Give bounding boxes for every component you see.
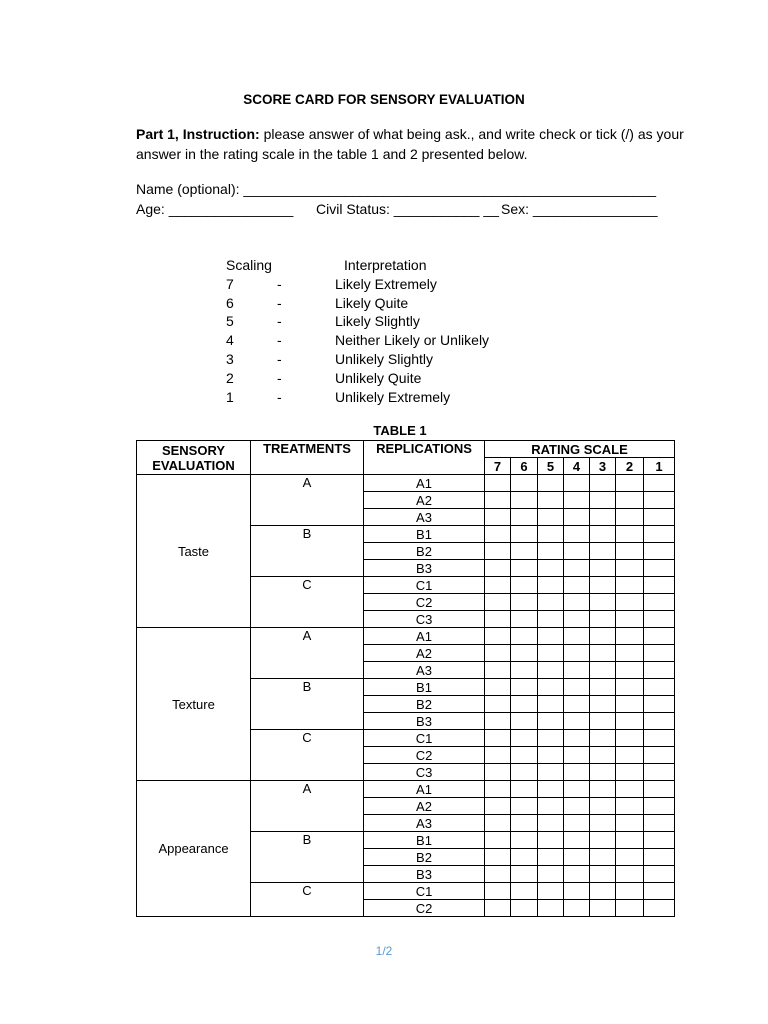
rating-checkbox-cell[interactable] — [511, 730, 538, 747]
replication-cell: B3 — [364, 713, 485, 730]
rating-checkbox-cell[interactable] — [644, 815, 675, 832]
rating-value-header: 4 — [564, 458, 590, 475]
rating-checkbox-cell[interactable] — [590, 849, 616, 866]
replication-cell: A1 — [364, 628, 485, 645]
rating-checkbox-cell[interactable] — [485, 781, 511, 798]
rating-checkbox-cell[interactable] — [564, 866, 590, 883]
rating-checkbox-cell[interactable] — [590, 798, 616, 815]
treatment-cell: B — [251, 832, 364, 883]
replication-cell: C1 — [364, 883, 485, 900]
rating-checkbox-cell[interactable] — [485, 849, 511, 866]
rating-checkbox-cell[interactable] — [590, 492, 616, 509]
scaling-value: 2 — [226, 369, 234, 386]
replication-cell: B2 — [364, 543, 485, 560]
rating-checkbox-cell[interactable] — [511, 696, 538, 713]
rating-checkbox-cell[interactable] — [564, 798, 590, 815]
instruction-label: Part 1, Instruction: — [136, 126, 260, 142]
rating-checkbox-cell[interactable] — [511, 492, 538, 509]
rating-checkbox-cell[interactable] — [511, 815, 538, 832]
rating-checkbox-cell[interactable] — [590, 526, 616, 543]
rating-checkbox-cell[interactable] — [485, 866, 511, 883]
rating-checkbox-cell[interactable] — [511, 832, 538, 849]
scaling-row — [226, 275, 526, 294]
rating-checkbox-cell[interactable] — [485, 713, 511, 730]
replication-cell: B3 — [364, 560, 485, 577]
rating-checkbox-cell[interactable] — [485, 594, 511, 611]
rating-checkbox-cell[interactable] — [485, 628, 511, 645]
rating-checkbox-cell[interactable] — [616, 815, 644, 832]
scaling-legend — [226, 256, 526, 406]
rating-checkbox-cell[interactable] — [616, 764, 644, 781]
rating-checkbox-cell[interactable] — [644, 492, 675, 509]
rating-checkbox-cell[interactable] — [590, 781, 616, 798]
rating-checkbox-cell[interactable] — [644, 900, 675, 917]
rating-checkbox-cell[interactable] — [616, 730, 644, 747]
rating-checkbox-cell[interactable] — [564, 900, 590, 917]
rating-checkbox-cell[interactable] — [616, 560, 644, 577]
treatment-cell: B — [251, 526, 364, 577]
rating-checkbox-cell[interactable] — [644, 526, 675, 543]
table-row — [137, 628, 675, 645]
rating-checkbox-cell[interactable] — [616, 679, 644, 696]
rating-checkbox-cell[interactable] — [644, 560, 675, 577]
rating-checkbox-cell[interactable] — [538, 611, 564, 628]
rating-checkbox-cell[interactable] — [511, 866, 538, 883]
scaling-row — [226, 350, 526, 369]
rating-checkbox-cell[interactable] — [616, 645, 644, 662]
rating-checkbox-cell[interactable] — [511, 713, 538, 730]
replication-cell: B1 — [364, 832, 485, 849]
header-sensory-evaluation: SENSORY EVALUATION — [137, 441, 251, 475]
rating-checkbox-cell[interactable] — [511, 849, 538, 866]
rating-checkbox-cell[interactable] — [644, 543, 675, 560]
rating-checkbox-cell[interactable] — [616, 849, 644, 866]
rating-checkbox-cell[interactable] — [538, 662, 564, 679]
rating-checkbox-cell[interactable] — [485, 492, 511, 509]
rating-checkbox-cell[interactable] — [590, 560, 616, 577]
treatment-cell: A — [251, 475, 364, 526]
replication-cell: A2 — [364, 492, 485, 509]
rating-checkbox-cell[interactable] — [616, 747, 644, 764]
scaling-dash: - — [277, 313, 282, 330]
rating-checkbox-cell[interactable] — [485, 662, 511, 679]
scaling-row — [226, 388, 526, 407]
rating-checkbox-cell[interactable] — [564, 543, 590, 560]
rating-checkbox-cell[interactable] — [590, 747, 616, 764]
replication-cell: B3 — [364, 866, 485, 883]
rating-checkbox-cell[interactable] — [590, 645, 616, 662]
rating-checkbox-cell[interactable] — [616, 628, 644, 645]
treatment-cell: B — [251, 679, 364, 730]
rating-checkbox-cell[interactable] — [564, 679, 590, 696]
rating-value-header: 2 — [616, 458, 644, 475]
rating-checkbox-cell[interactable] — [590, 662, 616, 679]
rating-value-header: 1 — [644, 458, 675, 475]
scaling-dash: - — [277, 388, 282, 405]
rating-checkbox-cell[interactable] — [616, 832, 644, 849]
scaling-value: 3 — [226, 350, 234, 367]
rating-checkbox-cell[interactable] — [511, 900, 538, 917]
rating-checkbox-cell[interactable] — [538, 900, 564, 917]
scaling-interpretation: Unlikely Slightly — [335, 350, 434, 367]
rating-checkbox-cell[interactable] — [564, 475, 590, 492]
rating-checkbox-cell[interactable] — [485, 679, 511, 696]
sensory-category: Taste — [137, 475, 251, 628]
rating-checkbox-cell[interactable] — [616, 662, 644, 679]
header-replications: REPLICATIONS — [364, 441, 485, 475]
rating-checkbox-cell[interactable] — [590, 696, 616, 713]
scaling-dash: - — [277, 294, 282, 311]
rating-checkbox-cell[interactable] — [485, 543, 511, 560]
scaling-interpretation: Likely Slightly — [335, 313, 420, 330]
rating-checkbox-cell[interactable] — [511, 781, 538, 798]
rating-checkbox-cell[interactable] — [644, 866, 675, 883]
rating-checkbox-cell[interactable] — [616, 594, 644, 611]
rating-checkbox-cell[interactable] — [644, 475, 675, 492]
rating-checkbox-cell[interactable] — [564, 645, 590, 662]
rating-checkbox-cell[interactable] — [616, 526, 644, 543]
rating-checkbox-cell[interactable] — [644, 849, 675, 866]
rating-checkbox-cell[interactable] — [538, 696, 564, 713]
header-rating-scale: RATING SCALE — [485, 441, 675, 458]
rating-checkbox-cell[interactable] — [485, 611, 511, 628]
rating-checkbox-cell[interactable] — [590, 730, 616, 747]
rating-checkbox-cell[interactable] — [538, 883, 564, 900]
scaling-value: 6 — [226, 294, 234, 311]
rating-checkbox-cell[interactable] — [511, 645, 538, 662]
scaling-interpretation: Likely Quite — [335, 294, 409, 311]
sensory-category: Texture — [137, 628, 251, 781]
rating-checkbox-cell[interactable] — [590, 611, 616, 628]
rating-checkbox-cell[interactable] — [511, 764, 538, 781]
rating-checkbox-cell[interactable] — [538, 475, 564, 492]
rating-checkbox-cell[interactable] — [485, 526, 511, 543]
rating-checkbox-cell[interactable] — [538, 798, 564, 815]
rating-checkbox-cell[interactable] — [564, 526, 590, 543]
name-field[interactable]: Name (optional): _____________________________________________________ — [136, 181, 657, 197]
rating-checkbox-cell[interactable] — [590, 832, 616, 849]
rating-checkbox-cell[interactable] — [590, 815, 616, 832]
rating-checkbox-cell[interactable] — [616, 866, 644, 883]
rating-checkbox-cell[interactable] — [538, 645, 564, 662]
rating-checkbox-cell[interactable] — [538, 815, 564, 832]
rating-checkbox-cell[interactable] — [564, 611, 590, 628]
replication-cell: A1 — [364, 781, 485, 798]
rating-checkbox-cell[interactable] — [538, 679, 564, 696]
age-field[interactable]: Age: ________________ — [136, 201, 294, 217]
rating-checkbox-cell[interactable] — [564, 594, 590, 611]
rating-table — [136, 440, 675, 917]
replication-cell: C2 — [364, 900, 485, 917]
scaling-dash: - — [277, 275, 282, 292]
scaling-dash: - — [277, 369, 282, 386]
rating-checkbox-cell[interactable] — [538, 628, 564, 645]
rating-checkbox-cell[interactable] — [590, 866, 616, 883]
rating-checkbox-cell[interactable] — [485, 815, 511, 832]
rating-checkbox-cell[interactable] — [538, 560, 564, 577]
rating-checkbox-cell[interactable] — [485, 730, 511, 747]
rating-checkbox-cell[interactable] — [616, 781, 644, 798]
replication-cell: A2 — [364, 645, 485, 662]
rating-checkbox-cell[interactable] — [590, 764, 616, 781]
rating-checkbox-cell[interactable] — [644, 509, 675, 526]
replication-cell: C3 — [364, 764, 485, 781]
scaling-value: 5 — [226, 313, 234, 330]
treatment-cell: C — [251, 883, 364, 917]
replication-cell: C2 — [364, 747, 485, 764]
rating-checkbox-cell[interactable] — [511, 475, 538, 492]
rating-value-header: 6 — [511, 458, 538, 475]
rating-checkbox-cell[interactable] — [511, 543, 538, 560]
rating-checkbox-cell[interactable] — [485, 560, 511, 577]
rating-checkbox-cell[interactable] — [538, 543, 564, 560]
rating-checkbox-cell[interactable] — [590, 628, 616, 645]
replication-cell: A1 — [364, 475, 485, 492]
rating-checkbox-cell[interactable] — [485, 764, 511, 781]
rating-checkbox-cell[interactable] — [511, 798, 538, 815]
rating-checkbox-cell[interactable] — [616, 475, 644, 492]
rating-checkbox-cell[interactable] — [564, 509, 590, 526]
replication-cell: C2 — [364, 594, 485, 611]
rating-checkbox-cell[interactable] — [616, 713, 644, 730]
rating-checkbox-cell[interactable] — [485, 509, 511, 526]
rating-checkbox-cell[interactable] — [590, 713, 616, 730]
rating-checkbox-cell[interactable] — [511, 509, 538, 526]
rating-checkbox-cell[interactable] — [485, 577, 511, 594]
replication-cell: A3 — [364, 509, 485, 526]
rating-checkbox-cell[interactable] — [564, 696, 590, 713]
rating-checkbox-cell[interactable] — [538, 866, 564, 883]
rating-checkbox-cell[interactable] — [644, 594, 675, 611]
scaling-interpretation: Neither Likely or Unlikely — [335, 332, 490, 349]
rating-checkbox-cell[interactable] — [511, 594, 538, 611]
replication-cell: B2 — [364, 696, 485, 713]
rating-checkbox-cell[interactable] — [644, 611, 675, 628]
rating-checkbox-cell[interactable] — [644, 679, 675, 696]
replication-cell: B1 — [364, 679, 485, 696]
rating-checkbox-cell[interactable] — [564, 883, 590, 900]
rating-checkbox-cell[interactable] — [564, 781, 590, 798]
scaling-value: 1 — [226, 388, 234, 405]
scaling-row — [226, 331, 526, 350]
rating-checkbox-cell[interactable] — [590, 577, 616, 594]
replication-cell: B1 — [364, 526, 485, 543]
page-title: SCORE CARD FOR SENSORY EVALUATION — [243, 92, 525, 107]
instruction-paragraph — [136, 124, 696, 164]
rating-checkbox-cell[interactable] — [485, 900, 511, 917]
rating-checkbox-cell[interactable] — [644, 798, 675, 815]
scaling-interpretation: Unlikely Quite — [335, 369, 422, 386]
rating-checkbox-cell[interactable] — [538, 832, 564, 849]
page-number: 1/2 — [375, 944, 393, 958]
rating-checkbox-cell[interactable] — [538, 764, 564, 781]
rating-checkbox-cell[interactable] — [538, 849, 564, 866]
scaling-dash: - — [277, 350, 282, 367]
rating-checkbox-cell[interactable] — [616, 611, 644, 628]
civil-status-field[interactable]: Civil Status: ___________ __ — [316, 201, 499, 217]
rating-checkbox-cell[interactable] — [564, 492, 590, 509]
treatment-cell: A — [251, 628, 364, 679]
scaling-value: 7 — [226, 275, 234, 292]
scaling-interpretation: Unlikely Extremely — [335, 388, 451, 405]
instruction-text: please answer of what being ask., and write check or tick (/) as your answer in the rating scale in the table 1 and 2 presented below. — [136, 126, 684, 162]
rating-checkbox-cell[interactable] — [511, 747, 538, 764]
replication-cell: C1 — [364, 577, 485, 594]
rating-checkbox-cell[interactable] — [616, 883, 644, 900]
rating-checkbox-cell[interactable] — [485, 798, 511, 815]
rating-checkbox-cell[interactable] — [616, 696, 644, 713]
rating-value-header: 7 — [485, 458, 511, 475]
rating-checkbox-cell[interactable] — [564, 815, 590, 832]
scaling-row — [226, 369, 526, 388]
rating-checkbox-cell[interactable] — [538, 526, 564, 543]
rating-checkbox-cell[interactable] — [590, 475, 616, 492]
rating-checkbox-cell[interactable] — [485, 645, 511, 662]
replication-cell: B2 — [364, 849, 485, 866]
scaling-row — [226, 294, 526, 313]
rating-checkbox-cell[interactable] — [511, 883, 538, 900]
scaling-header — [226, 256, 526, 275]
rating-checkbox-cell[interactable] — [590, 594, 616, 611]
rating-checkbox-cell[interactable] — [485, 883, 511, 900]
rating-checkbox-cell[interactable] — [564, 747, 590, 764]
treatment-cell: A — [251, 781, 364, 832]
rating-checkbox-cell[interactable] — [511, 577, 538, 594]
rating-checkbox-cell[interactable] — [511, 628, 538, 645]
rating-checkbox-cell[interactable] — [538, 509, 564, 526]
rating-checkbox-cell[interactable] — [564, 764, 590, 781]
rating-checkbox-cell[interactable] — [644, 645, 675, 662]
rating-checkbox-cell[interactable] — [511, 679, 538, 696]
rating-checkbox-cell[interactable] — [485, 747, 511, 764]
rating-checkbox-cell[interactable] — [644, 577, 675, 594]
scaling-value: 4 — [226, 332, 234, 349]
rating-checkbox-cell[interactable] — [616, 543, 644, 560]
rating-checkbox-cell[interactable] — [644, 781, 675, 798]
rating-checkbox-cell[interactable] — [644, 832, 675, 849]
rating-checkbox-cell[interactable] — [616, 509, 644, 526]
rating-checkbox-cell[interactable] — [564, 832, 590, 849]
rating-checkbox-cell[interactable] — [590, 509, 616, 526]
rating-checkbox-cell[interactable] — [616, 492, 644, 509]
rating-checkbox-cell[interactable] — [644, 883, 675, 900]
replication-cell: A2 — [364, 798, 485, 815]
header-treatments: TREATMENTS — [251, 441, 364, 475]
rating-checkbox-cell[interactable] — [616, 577, 644, 594]
rating-checkbox-cell[interactable] — [564, 628, 590, 645]
table-row — [137, 475, 675, 492]
sex-field[interactable]: Sex: ________________ — [501, 201, 658, 217]
rating-checkbox-cell[interactable] — [564, 713, 590, 730]
rating-checkbox-cell[interactable] — [538, 781, 564, 798]
scaling-header-interpretation: Interpretation — [344, 257, 427, 273]
rating-checkbox-cell[interactable] — [590, 679, 616, 696]
treatment-cell: C — [251, 730, 364, 781]
rating-value-header: 3 — [590, 458, 616, 475]
scaling-interpretation: Likely Extremely — [335, 275, 437, 292]
rating-checkbox-cell[interactable] — [644, 730, 675, 747]
table-row — [137, 781, 675, 798]
rating-checkbox-cell[interactable] — [538, 747, 564, 764]
rating-checkbox-cell[interactable] — [564, 577, 590, 594]
rating-checkbox-cell[interactable] — [538, 492, 564, 509]
scaling-dash: - — [277, 332, 282, 349]
rating-checkbox-cell[interactable] — [511, 662, 538, 679]
scaling-row — [226, 312, 526, 331]
rating-checkbox-cell[interactable] — [616, 798, 644, 815]
replication-cell: C1 — [364, 730, 485, 747]
rating-checkbox-cell[interactable] — [644, 696, 675, 713]
rating-checkbox-cell[interactable] — [644, 764, 675, 781]
rating-checkbox-cell[interactable] — [590, 543, 616, 560]
sensory-category: Appearance — [137, 781, 251, 917]
replication-cell: A3 — [364, 662, 485, 679]
rating-checkbox-cell[interactable] — [644, 747, 675, 764]
rating-checkbox-cell[interactable] — [616, 900, 644, 917]
rating-checkbox-cell[interactable] — [511, 611, 538, 628]
rating-checkbox-cell[interactable] — [538, 577, 564, 594]
rating-checkbox-cell[interactable] — [590, 900, 616, 917]
rating-checkbox-cell[interactable] — [564, 662, 590, 679]
table-caption: TABLE 1 — [373, 423, 427, 438]
rating-checkbox-cell[interactable] — [485, 696, 511, 713]
treatment-cell: C — [251, 577, 364, 628]
rating-checkbox-cell[interactable] — [590, 883, 616, 900]
replication-cell: A3 — [364, 815, 485, 832]
scaling-header-scale: Scaling — [226, 257, 272, 273]
rating-checkbox-cell[interactable] — [538, 594, 564, 611]
rating-checkbox-cell[interactable] — [644, 662, 675, 679]
rating-checkbox-cell[interactable] — [511, 526, 538, 543]
rating-checkbox-cell[interactable] — [564, 730, 590, 747]
rating-value-header: 5 — [538, 458, 564, 475]
rating-checkbox-cell[interactable] — [538, 713, 564, 730]
rating-checkbox-cell[interactable] — [644, 628, 675, 645]
rating-checkbox-cell[interactable] — [538, 730, 564, 747]
rating-checkbox-cell[interactable] — [485, 832, 511, 849]
rating-checkbox-cell[interactable] — [644, 713, 675, 730]
replication-cell: C3 — [364, 611, 485, 628]
rating-checkbox-cell[interactable] — [564, 560, 590, 577]
rating-checkbox-cell[interactable] — [511, 560, 538, 577]
rating-checkbox-cell[interactable] — [485, 475, 511, 492]
rating-checkbox-cell[interactable] — [564, 849, 590, 866]
